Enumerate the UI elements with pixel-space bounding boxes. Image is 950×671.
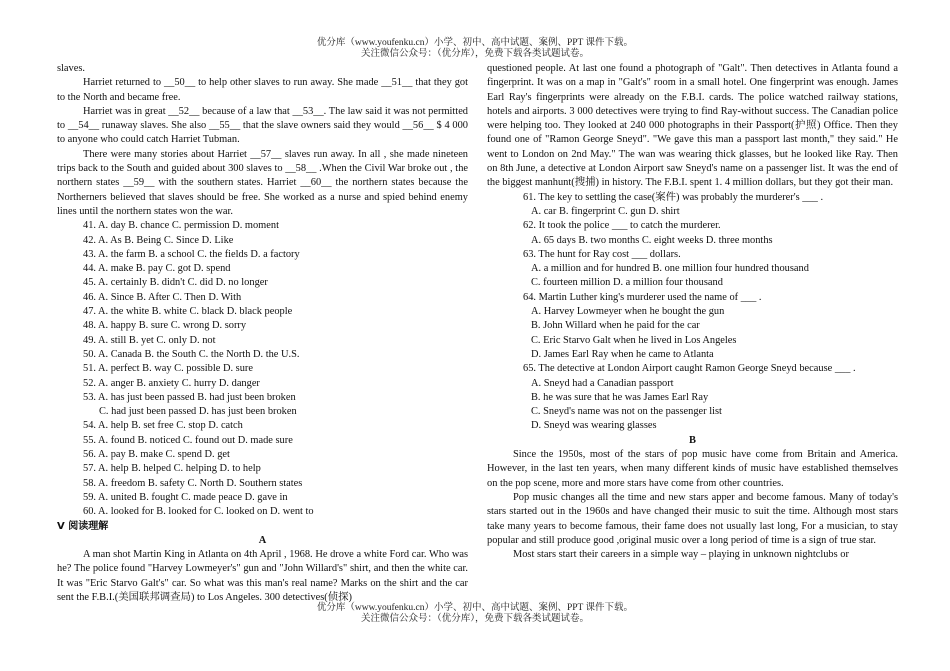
question-65: 65. The detective at London Airport caught Ramon George Sneyd because ___ . [523,363,856,375]
header-line-1: 优分库（www.youfenku.cn）小学、初中、高中试题、案例、PPT 课件下载。 [316,38,634,48]
option-line: 47. A. the white B. white C. black D. black people [83,306,293,318]
question-61-options: A. car B. fingerprint C. gun D. shirt [531,205,680,217]
question-65-option: B. he was sure that he was James Earl Ray [531,391,709,403]
question-61: 61. The key to settling the case(案件) was probably the murderer's ___ . [523,191,824,203]
page-header [0,38,950,60]
option-line: 49. A. still B. yet C. only D. not [83,334,216,346]
passage-b-paragraph-2: Pop music changes all the time and new stars apper and become famous. Many of today's stars started out in the 1960s and have changed their music to suit the time. Although most stars take many years to become famous, their fame does not usually last long, For a musician, to stay popular and still produce good ,original music over a long period of time is a sign of true star. [487,491,898,546]
passage-b-paragraph-3: Most stars start their careers in a simple way – playing in unknown nightclubs or [513,549,849,561]
question-65-option: A. Sneyd had a Canadian passport [531,377,674,389]
option-line: 60. A. looked for B. looked for C. looked on D. went to [83,506,314,518]
right-column [487,62,898,562]
cloze-paragraph-2: Harriet was in great __52__ because of a law that __53__. The law said it was not permitted to __54__ runaway slaves. She also __55__ that the slave owners said they would __56__ $ 4 000 to anyone who could catch Harriet Tubman. [57,105,468,146]
question-64: 64. Martin Luther king's murderer used the name of ___ . [523,291,762,303]
question-64-option: C. Eric Starvo Galt when he lived in Los Angeles [531,334,737,346]
question-63-options-1: A. a million and for hundred B. one million four hundred thousand [531,263,809,275]
cloze-paragraph-1: Harriet returned to __50__ to help other slaves to run away. She made __51__ that they got to the North and became free. [57,77,468,103]
option-line: 53. A. has just been passed B. had just been broken [83,391,296,403]
option-line: 45. A. certainly B. didn't C. did D. no longer [83,277,268,289]
option-line: 44. A. make B. pay C. got D. spend [83,263,231,275]
option-line: 50. A. Canada B. the South C. the North D. the U.S. [83,348,300,360]
option-line: 41. A. day B. chance C. permission D. moment [83,220,279,232]
passage-a-label: A [258,534,267,546]
passage-b-label: B [689,434,696,446]
option-line: 42. A. As B. Being C. Since D. Like [83,234,234,246]
question-62: 62. It took the police ___ to catch the murderer. [523,220,721,232]
question-62-options: A. 65 days B. two months C. eight weeks D. three months [531,234,773,246]
option-line: 46. A. Since B. After C. Then D. With [83,291,242,303]
option-line: 43. A. the farm B. a school C. the fields D. a factory [83,248,300,260]
cloze-fragment: slaves. [57,63,85,74]
option-line: 52. A. anger B. anxiety C. hurry D. danger [83,377,260,389]
option-line: 51. A. perfect B. way C. possible D. sure [83,363,253,375]
cloze-options [57,219,468,519]
question-64-option: A. Harvey Lowmeyer when he bought the gun [531,306,725,318]
passage-a-paragraph: A man shot Martin King in Atlanta on 4th April , 1968. He drove a white Ford car. Who was he? The police found "Harvey Lowmeyer's" gun and "John Willard's" shirt, and then the white car. It was "Eric Starvo Galt's" car. So what was this man's real name? Marks on the shirt and the car sent the F.B.I.(美国联邦调查局) to Los Angeles. 300 detectives(侦探) [57,549,468,603]
option-line: 54. A. help B. set free C. stop D. catch [83,420,243,432]
cloze-paragraph-3: There were many stories about Harriet __57__ slaves run away. In all , she made nineteen trips back to the South and guided about 300 slaves to __58__ .When the Civil War broke out , the northern states __59__ with the southern states. Harriet __60__ the northern states because the Northerners believed that slaves should be free. She worked as a nurse and spied behind enemy lines until the northern states won the war. [57,148,468,217]
option-line: 55. A. found B. noticed C. found out D. made sure [83,434,293,446]
option-line: 59. A. united B. fought C. made peace D. gave in [83,491,288,503]
footer-line-2: 关注微信公众号：（优分库），免费下载各类试题试卷。 [360,614,589,624]
left-column [57,62,468,605]
option-line: 57. A. help B. helped C. helping D. to help [83,463,261,475]
question-64-option: B. John Willard when he paid for the car [531,320,700,332]
option-line: 48. A. happy B. sure C. wrong D. sorry [83,320,247,332]
question-63-options-2: C. fourteen million D. a million four thousand [531,277,723,289]
passage-a-continued: questioned people. At last one found a photograph of "Galt". Then detectives in Atlanta found a fingerprint. It was on a map in "Galt's" room in a small hotel. One fingerprint was enough. James Earl Ray's fingerprints were already on the F.B.I. cards. The police watched railway stations, hotels and airports. 3 000 detectives were trying to find Ray-without success. The Canadian police were helping too. They looked at 240 000 photographs in their Passport(护照) Office. Then they found one of "Ramon George Sneyd". "We gave this man a passport last month," they said." He went to London on 2nd May." The wan was wearing thick glasses, but he looked like Ray. Then on 8th June, a detective at London Airport saw Sneyd's name on a passenger list. It was the end of the biggest manhunt(搜捕) in history. The F.B.I. spent 1. 4 million dollars, but they got their man. [487,63,898,189]
passage-b-paragraph-1: Since the 1950s, most of the stars of pop music have come from Britain and America. However, in the last ten years, when many different kinds of music have established themselves on the pop scene, more and more stars have come from other countries. [487,449,898,489]
question-63: 63. The hunt for Ray cost ___ dollars. [523,248,681,260]
page-footer [0,603,950,625]
question-64-option: D. James Earl Ray when he came to Atlanta [531,348,714,360]
option-line: 56. A. pay B. make C. spend D. get [83,449,230,461]
option-line: C. had just been passed D. has just been broken [99,406,297,418]
question-65-option: D. Sneyd was wearing glasses [531,420,657,432]
option-line: 58. A. freedom B. safety C. North D. Southern states [83,477,303,489]
section-title: Ⅴ 阅读理解 [57,520,109,532]
footer-line-1: 优分库（www.youfenku.cn）小学、初中、高中试题、案例、PPT 课件下载。 [316,603,634,613]
header-line-2: 关注微信公众号：（优分库），免费下载各类试题试卷。 [360,49,589,59]
question-65-option: C. Sneyd's name was not on the passenger list [531,406,722,418]
